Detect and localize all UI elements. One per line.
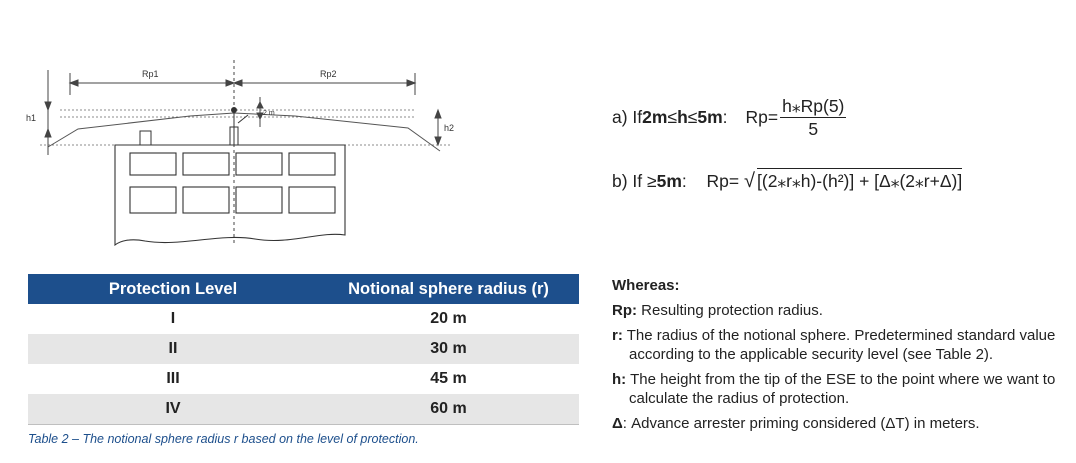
formula-a-numerator: h⁎Rp(5) bbox=[782, 96, 845, 116]
formula-a-suffix: : bbox=[722, 107, 728, 127]
protection-radius-diagram bbox=[20, 55, 455, 250]
header-sphere-radius: Notional sphere radius (r) bbox=[318, 274, 579, 304]
formula-a-cond-mid2: ≤ bbox=[687, 107, 698, 127]
level-cell: III bbox=[166, 370, 180, 387]
level-cell: I bbox=[170, 310, 176, 327]
definitions-block bbox=[612, 276, 1072, 439]
definition-delta bbox=[612, 414, 1072, 433]
h2-dimension bbox=[435, 110, 441, 145]
table-header-row bbox=[28, 274, 579, 304]
definition-term: h: bbox=[612, 371, 627, 388]
definition-text: Resulting protection radius. bbox=[637, 302, 823, 319]
definition-term: r: bbox=[612, 327, 623, 344]
radius-cell: 20 m bbox=[430, 310, 467, 327]
formula-a-lhs: Rp= bbox=[745, 107, 779, 127]
table-caption: Table 2 – The notional sphere radius r based on the level of protection. bbox=[28, 432, 419, 446]
table-row bbox=[28, 334, 579, 364]
formula-a-fraction bbox=[780, 96, 846, 139]
formula-b bbox=[612, 170, 962, 193]
two-m-label: 2 m bbox=[263, 110, 275, 117]
reference-levels bbox=[40, 110, 450, 145]
formula-b-radicand: [(2⁎r⁎h)-(h²)] + [Δ⁎(2⁎r+Δ)] bbox=[757, 168, 962, 191]
sqrt-symbol: √ bbox=[744, 170, 755, 192]
radius-cell: 60 m bbox=[318, 394, 579, 425]
radius-cell: 30 m bbox=[318, 334, 579, 364]
level-cell: IV bbox=[28, 394, 318, 425]
definition-term: Rp: bbox=[612, 302, 637, 319]
h1-dimension bbox=[45, 70, 51, 155]
rp2-label: Rp2 bbox=[320, 69, 337, 79]
formula-a-cond-1: 2m bbox=[642, 107, 668, 127]
definition-term: Δ bbox=[612, 415, 623, 432]
formula-b-sqrt bbox=[744, 170, 962, 193]
definition-rp bbox=[612, 301, 1072, 320]
definition-h bbox=[612, 370, 1072, 408]
level-cell: II bbox=[28, 334, 318, 364]
radius-cell: 45 m bbox=[430, 370, 467, 387]
formula-a-cond-3: 5m bbox=[697, 107, 723, 127]
h1-label: h1 bbox=[26, 113, 37, 123]
definition-text: : Advance arrester priming considered (ΔT) in meters. bbox=[622, 415, 980, 432]
table-row bbox=[28, 394, 579, 425]
header-protection-level: Protection Level bbox=[28, 274, 318, 304]
definitions-heading: Whereas: bbox=[612, 277, 680, 294]
formula-a-prefix: a) If bbox=[612, 107, 643, 127]
definition-r bbox=[612, 326, 1072, 364]
h2-label: h2 bbox=[444, 123, 455, 133]
formula-a-denominator: 5 bbox=[808, 119, 819, 139]
formula-b-suffix: : bbox=[681, 171, 687, 191]
formula-a bbox=[612, 96, 846, 146]
definition-text: The height from the tip of the ESE to the point where we want to calculate the radius of protection. bbox=[626, 371, 1056, 407]
table-row bbox=[28, 304, 579, 334]
building bbox=[115, 145, 345, 245]
rp1-label: Rp1 bbox=[142, 69, 159, 79]
formula-b-cond: 5m bbox=[656, 171, 682, 191]
formula-b-lhs: Rp= bbox=[706, 171, 740, 191]
formula-a-cond-mid: ≤ bbox=[667, 107, 678, 127]
sphere-radius-table bbox=[28, 274, 579, 425]
table-row bbox=[28, 364, 579, 394]
definition-text: The radius of the notional sphere. Predetermined standard value according to the applicable security level (see Table 2). bbox=[622, 327, 1056, 363]
chimney bbox=[140, 131, 151, 145]
formula-b-prefix: b) If ≥ bbox=[612, 171, 657, 191]
formula-a-cond-2: h bbox=[677, 107, 688, 127]
